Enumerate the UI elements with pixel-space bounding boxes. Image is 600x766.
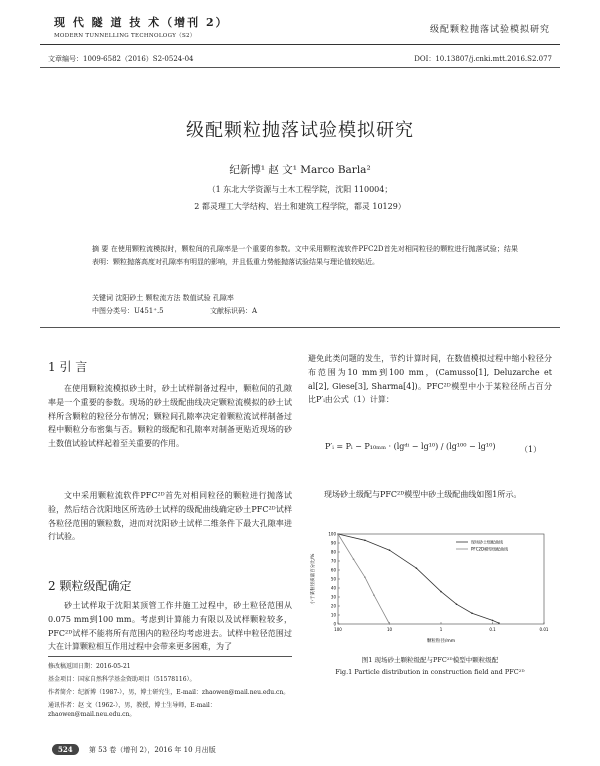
header-rule (40, 44, 560, 45)
series-2-point (337, 533, 339, 535)
y-tick-label: 50 (330, 576, 336, 582)
running-title: 级配颗粒抛落试验模拟研究 (429, 25, 550, 35)
series-1-point (416, 567, 418, 569)
x-tick-label: 100 (334, 627, 342, 632)
affiliation-1: （1 东北大学资源与土木工程学院，沈阳 110004； (207, 185, 393, 194)
document-code: 文献标识码：A (210, 307, 258, 315)
volume-info: 第 53 卷（增刊 2），2016 年 10 月出版 (88, 746, 216, 754)
series-1-point (364, 540, 366, 542)
paper-title: 级配颗粒抛落试验模拟研究 (186, 120, 414, 141)
section-1-heading: 1 引 言 (48, 360, 88, 374)
figure-caption-cn: 图1 现场砂土颗粒级配与PFC²ᴰ模型中颗粒级配 (361, 656, 499, 664)
legend-label: PFC2D模型级配曲线 (471, 546, 509, 552)
footnote-funding: 基金项目：国家自然科学基金资助项目（51578116）。 (48, 676, 196, 683)
y-tick-label: 70 (330, 558, 336, 564)
section-2-heading: 2 颗粒级配确定 (48, 579, 132, 593)
x-tick-label: 10 (386, 627, 393, 632)
y-tick-label: 20 (330, 603, 336, 609)
y-tick-label: 40 (330, 585, 336, 591)
article-number: 文章编号：1009-6582（2016）S2-0524-04 (48, 55, 194, 63)
page-footer (52, 744, 216, 755)
series-2-point (364, 576, 366, 578)
y-tick-label: 0 (333, 621, 336, 627)
journal-title: 现 代 隧 道 技 术（增刊 2） (54, 16, 229, 29)
journal-title-en: MODERN TUNNELLING TECHNOLOGY（S2） (54, 33, 196, 39)
y-tick-label: 60 (330, 567, 336, 573)
section-2-paragraph-1: 砂土试样取于沈阳某顶管工作井施工过程中，砂土粒径范围从0.075 mm到100 mm。考虑到计算能力有限以及试样颗粒较多，PFC²ᴰ试样不能将所有范围内的粒径均考虑进去。试样中粒径范围过大在计算颗粒相互作用过程中会带来更多困难，为了 (48, 601, 292, 652)
right-column-paragraph-1: 避免此类问题的发生，节约计算时间，在数值模拟过程中缩小粒径分布范围为10 mm到100 mm，(Camusso[1], Deluzarche et al[2], Giese[3], Sharma[4])。PFC²ᴰ模型中小于某粒径所占百分比P′ᵢ由公式（1）计算： (308, 354, 552, 405)
section-1-paragraph-1: 在使用颗粒流模拟砂土时，砂土试样制备过程中，颗粒间的孔隙率是一个重要的参数。现场的砂土级配曲线决定颗粒流模拟的砂土试样所含颗粒的粒径分布情况；颗粒间孔隙率决定着颗粒流试样制备过程中颗粒分布密集与否。颗粒的级配和孔隙率对制备更贴近现场的砂土数值试验试样起着至关重要的作用。 (48, 384, 292, 449)
series-1-point (389, 549, 391, 551)
series-1-point (440, 591, 442, 593)
y-tick-label: 80 (330, 549, 336, 555)
footnote-corresponding: 通讯作者：赵 文（1962-），男，教授，博士生导师，E-mail：zhaowen@mail.neu.edu.cn。 (48, 702, 216, 718)
x-axis-label: 颗粒粒径/mm (426, 639, 456, 644)
series-2-point (353, 558, 355, 560)
y-axis-label: 小于某粒径质量百分比/% (311, 553, 316, 605)
meta-rule (40, 67, 560, 68)
figure-caption-en: Fig.1 Particle distribution in construction field and PFC²ᴰ (335, 668, 525, 676)
series-1-point (456, 603, 458, 605)
y-tick-label: 90 (330, 540, 336, 546)
x-tick-label: 1 (439, 627, 443, 632)
authors: 纪新博¹ 赵 文¹ Marco Barla² (229, 164, 371, 176)
series-2-point (373, 594, 375, 596)
classification-number: 中图分类号：U451⁺.5 (92, 307, 164, 315)
equation-number: （1） (520, 445, 542, 454)
plot-area (338, 534, 544, 624)
doi[interactable]: DOI：10.13807/j.cnki.mtt.2016.S2.077 (414, 55, 552, 63)
series-1-point (471, 612, 473, 614)
abstract: 摘 要 在使用颗粒流模拟时，颗粒间的孔隙率是一个重要的参数。文中采用颗粒流软件PFC2D首先对相同粒径的颗粒进行抛落试验；结果表明：颗粒抛落高度对孔隙率有明显的影响，并且低重力势能抛落试验结果与理论值较贴近。 (92, 245, 518, 266)
keywords: 关键词 沈阳砂土 颗粒流方法 数值试验 孔隙率 (92, 294, 234, 302)
legend-label: 现场砂土级配曲线 (471, 539, 503, 545)
x-tick-label: 0.01 (539, 627, 549, 632)
footnote-received: 修改稿返回日期：2016-05-21 (48, 663, 131, 670)
section-1-paragraph-2: 文中采用颗粒流软件PFC²ᴰ首先对相同粒径的颗粒进行抛落试验，然后结合沈阳地区所选砂土试样的级配曲线确定砂土PFC²ᴰ试样各粒径范围的颗粒数，进而对沈阳砂土试样二维条件下最大孔隙率进行试验。 (48, 491, 292, 542)
abstract-rule (40, 327, 560, 328)
series-1-point (492, 620, 494, 622)
footnote-author: 作者简介：纪新博（1987-），男，博士研究生，E-mail：zhaowen@mail.neu.edu.cn。 (48, 689, 290, 696)
y-tick-label: 30 (330, 594, 336, 600)
right-column-paragraph-2: 现场砂土级配与PFC²ᴰ模型中砂土级配曲线如图1所示。 (324, 490, 522, 499)
equation-1: P′ᵢ = Pᵢ − P₁₀ₘₘ · (lgᵈⁱ − lg¹⁰) / (lg¹⁰⁰ − lg¹⁰) (325, 442, 496, 451)
series-2-point (389, 623, 391, 625)
footnote-rule (48, 656, 292, 657)
page-number: 524 (52, 744, 79, 755)
series-1-point (498, 622, 500, 624)
affiliation-2: 2 都灵理工大学结构、岩土和建筑工程学院，都灵 10129） (194, 202, 406, 211)
x-tick-label: 0.1 (489, 627, 496, 632)
figure-1-chart (308, 528, 552, 646)
y-tick-label: 100 (328, 531, 336, 537)
y-tick-label: 10 (330, 612, 336, 618)
plot-frame (338, 534, 544, 624)
